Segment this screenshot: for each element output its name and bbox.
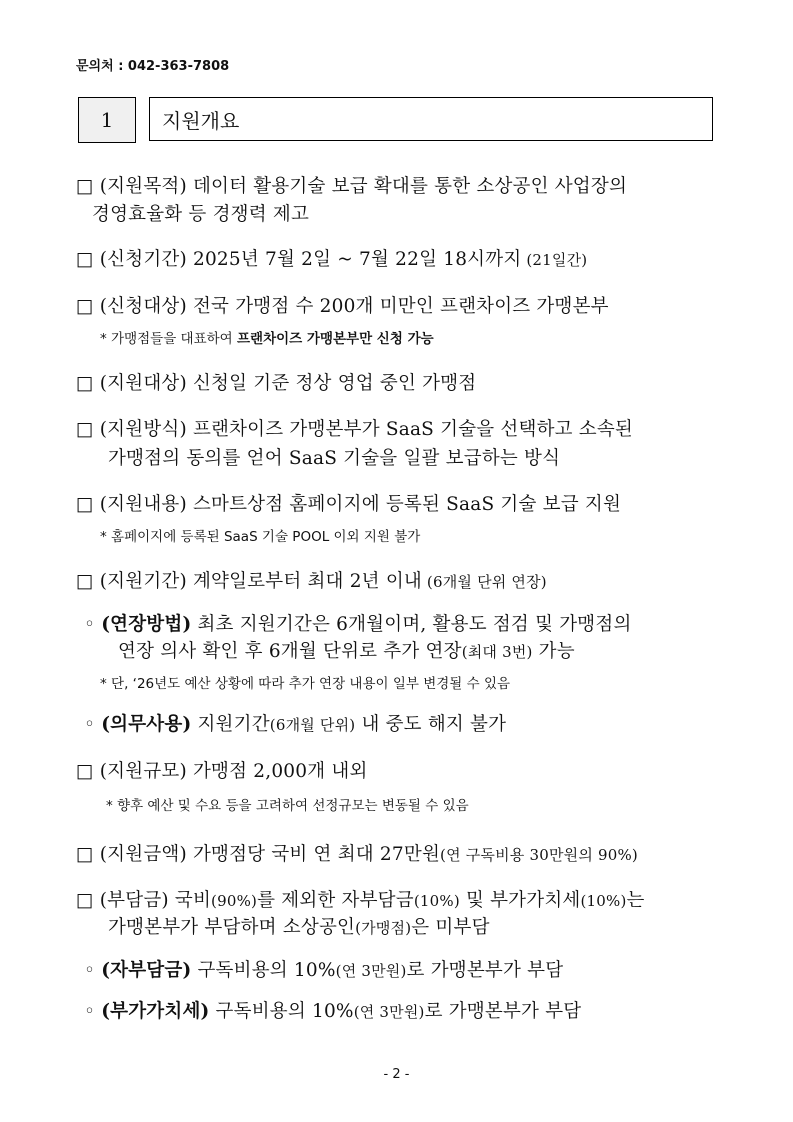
item-content: □ (지원내용) 스마트상점 홈페이지에 등록된 SaaS 기술 보급 지원 bbox=[76, 494, 622, 515]
page-number: - 2 - bbox=[383, 1067, 410, 1082]
item-period: □ (신청기간) 2025년 7월 2일 ~ 7월 22일 18시까지 (21일간) bbox=[76, 249, 588, 270]
item-extension-cont: 연장 의사 확인 후 6개월 단위로 추가 연장(최대 3번) 가능 bbox=[118, 641, 575, 662]
item-extension: ◦ (연장방법) 최초 지원기간은 6개월이며, 활용도 점검 및 가맹점의 bbox=[84, 614, 632, 635]
item-burden-cont: 가맹본부가 부담하며 소상공인(가맹점)은 미부담 bbox=[108, 917, 490, 938]
item-vat: ◦ (부가가치세) 구독비용의 10%(연 3만원)로 가맹본부가 부담 bbox=[84, 1001, 582, 1022]
item-eligible: □ (지원대상) 신청일 기준 정상 영업 중인 가맹점 bbox=[76, 373, 477, 394]
item-burden: □ (부담금) 국비(90%)를 제외한 자부담금(10%) 및 부가가치세(10%)는 bbox=[76, 890, 645, 911]
note-scale: * 향후 예산 및 수요 등을 고려하여 선정규모는 변동될 수 있음 bbox=[106, 798, 469, 814]
section-number: 1 bbox=[78, 97, 136, 143]
item-scale: □ (지원규모) 가맹점 2,000개 내외 bbox=[76, 761, 368, 782]
section-title: 지원개요 bbox=[149, 97, 713, 141]
item-self-burden: ◦ (자부담금) 구독비용의 10%(연 3만원)로 가맹본부가 부담 bbox=[84, 960, 564, 981]
note-target: * 가맹점들을 대표하여 프랜차이즈 가맹본부만 신청 가능 bbox=[100, 331, 434, 347]
item-mandatory: ◦ (의무사용) 지원기간(6개월 단위) 내 중도 해지 불가 bbox=[84, 714, 507, 735]
item-duration: □ (지원기간) 계약일로부터 최대 2년 이내 (6개월 단위 연장) bbox=[76, 571, 547, 592]
item-target: □ (신청대상) 전국 가맹점 수 200개 미만인 프랜차이즈 가맹본부 bbox=[76, 296, 609, 317]
note-content: * 홈페이지에 등록된 SaaS 기술 POOL 이외 지원 불가 bbox=[100, 529, 421, 545]
note-extension: * 단, ‘26년도 예산 상황에 따라 추가 연장 내용이 일부 변경될 수 있음 bbox=[100, 676, 511, 692]
item-amount: □ (지원금액) 가맹점당 국비 연 최대 27만원(연 구독비용 30만원의 90%) bbox=[76, 844, 638, 865]
item-purpose-cont: 경영효율화 등 경쟁력 제고 bbox=[92, 204, 310, 225]
contact-info: 문의처 : 042-363-7808 bbox=[76, 59, 230, 74]
item-method: □ (지원방식) 프랜차이즈 가맹본부가 SaaS 기술을 선택하고 소속된 bbox=[76, 419, 634, 440]
item-method-cont: 가맹점의 동의를 얻어 SaaS 기술을 일괄 보급하는 방식 bbox=[108, 448, 561, 469]
item-purpose: □ (지원목적) 데이터 활용기술 보급 확대를 통한 소상공인 사업장의 bbox=[76, 176, 628, 197]
